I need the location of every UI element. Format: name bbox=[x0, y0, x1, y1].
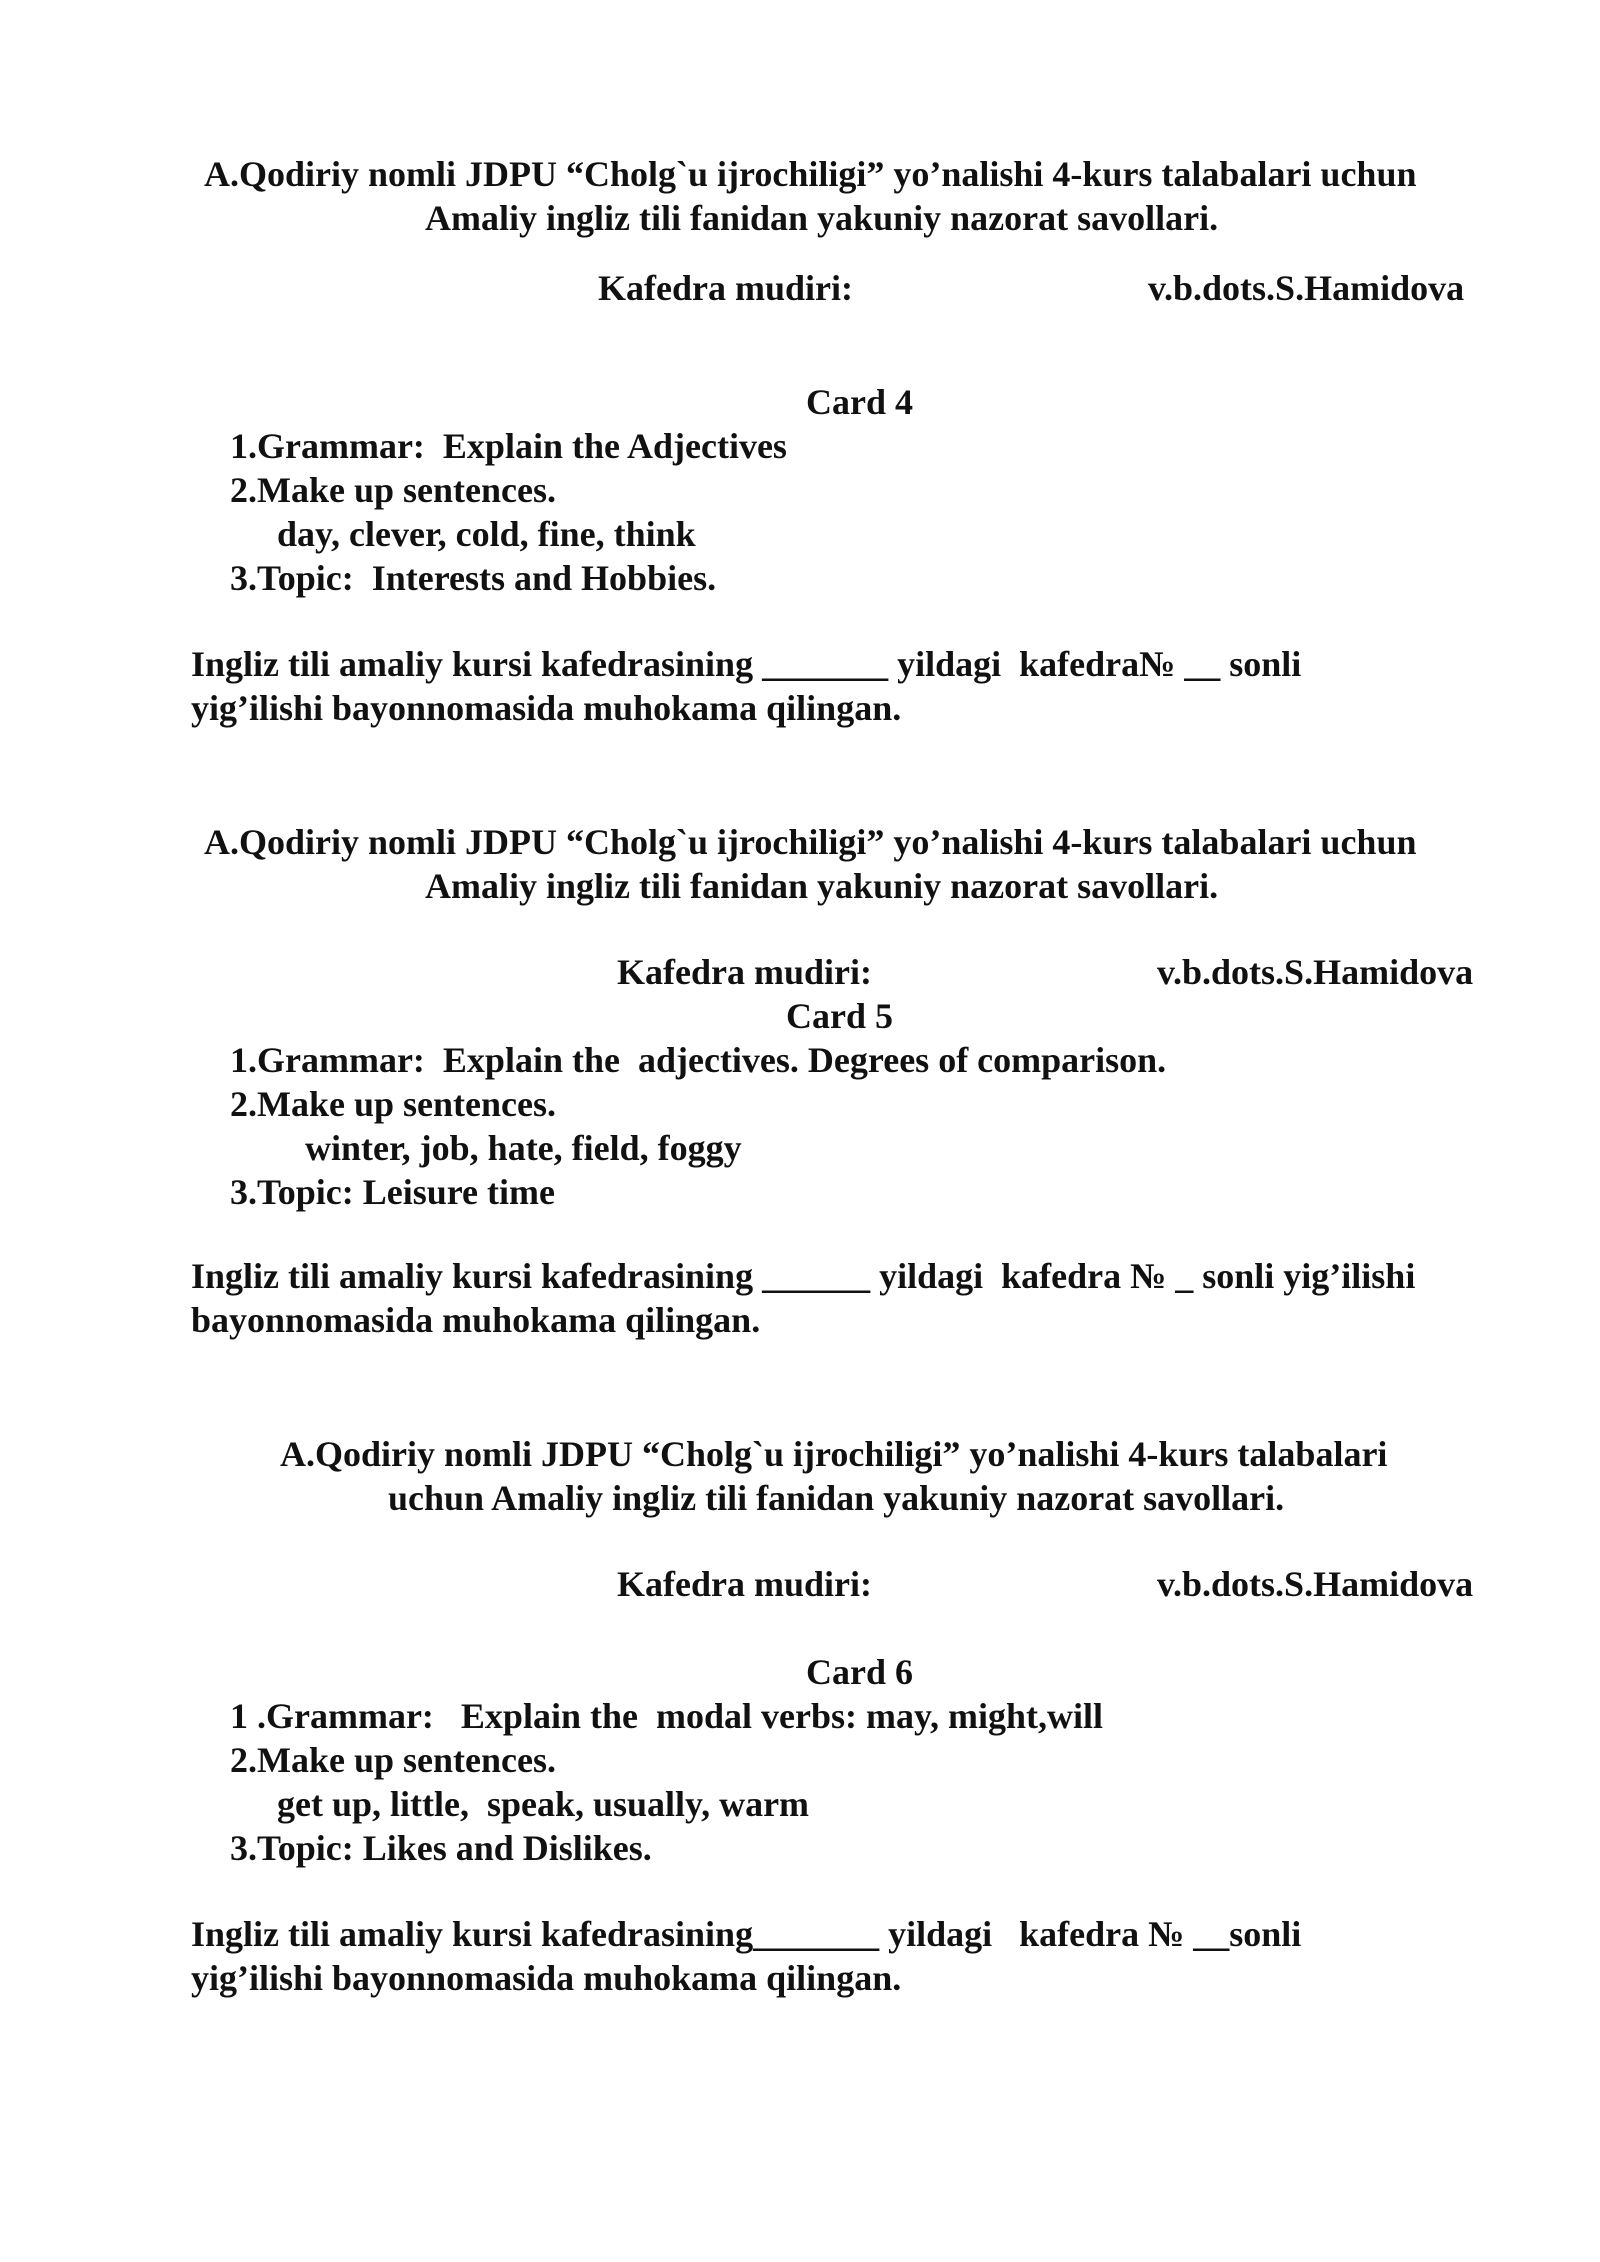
card-4-question-2: 2.Make up sentences. bbox=[230, 470, 556, 510]
card-4-question-3: 3.Topic: Interests and Hobbies. bbox=[230, 558, 717, 598]
card-6-footer-line-1: Ingliz tili amaliy kursi kafedrasining_______ yildagi kafedra № __sonli bbox=[191, 1914, 1302, 1954]
card-6-question-3: 3.Topic: Likes and Dislikes. bbox=[230, 1828, 652, 1868]
card-5-header-line-2: Amaliy ingliz tili fanidan yakuniy nazorat savollari. bbox=[425, 866, 1219, 906]
card-5-question-2: 2.Make up sentences. bbox=[230, 1084, 556, 1124]
card-5-footer-line-1: Ingliz tili amaliy kursi kafedrasining ______ yildagi kafedra № _ sonli yig’ilishi bbox=[191, 1256, 1416, 1296]
card-4-head-label: Kafedra mudiri: bbox=[598, 268, 853, 308]
card-4-words: day, clever, cold, fine, think bbox=[277, 514, 696, 554]
card-4-footer-line-2: yig’ilishi bayonnomasida muhokama qilingan. bbox=[191, 688, 902, 728]
card-6-words: get up, little, speak, usually, warm bbox=[277, 1784, 810, 1824]
card-4-footer-line-1: Ingliz tili amaliy kursi kafedrasining _______ yildagi kafedra№ __ sonli bbox=[191, 644, 1302, 684]
card-6-footer-line-2: yig’ilishi bayonnomasida muhokama qilingan. bbox=[191, 1958, 902, 1998]
card-5-title: Card 5 bbox=[786, 996, 893, 1036]
card-5-head-name: v.b.dots.S.Hamidova bbox=[1157, 952, 1474, 992]
card-6-head-name: v.b.dots.S.Hamidova bbox=[1157, 1564, 1474, 1604]
card-6-title: Card 6 bbox=[806, 1652, 913, 1692]
card-5-header-line-1: A.Qodiriy nomli JDPU “Cholg`u ijrochiligi” yo’nalishi 4-kurs talabalari uchun bbox=[204, 822, 1417, 862]
card-6-header-line-2: uchun Amaliy ingliz tili fanidan yakuniy nazorat savollari. bbox=[388, 1478, 1285, 1518]
card-5-question-1: 1.Grammar: Explain the adjectives. Degrees of comparison. bbox=[230, 1040, 1167, 1080]
card-5-words: winter, job, hate, field, foggy bbox=[305, 1128, 742, 1168]
card-4-question-1: 1.Grammar: Explain the Adjectives bbox=[230, 426, 787, 466]
card-5-question-3: 3.Topic: Leisure time bbox=[230, 1172, 555, 1212]
card-4-title: Card 4 bbox=[806, 382, 913, 422]
card-6-question-1: 1 .Grammar: Explain the modal verbs: may, might,will bbox=[230, 1696, 1103, 1736]
card-4-header-line-2: Amaliy ingliz tili fanidan yakuniy nazorat savollari. bbox=[425, 198, 1219, 238]
card-5-head-label: Kafedra mudiri: bbox=[617, 952, 872, 992]
card-6-question-2: 2.Make up sentences. bbox=[230, 1740, 556, 1780]
card-4-header-line-1: A.Qodiriy nomli JDPU “Cholg`u ijrochiligi” yo’nalishi 4-kurs talabalari uchun bbox=[204, 154, 1417, 194]
card-5-footer-line-2: bayonnomasida muhokama qilingan. bbox=[191, 1300, 761, 1340]
card-6-header-line-1: A.Qodiriy nomli JDPU “Cholg`u ijrochiligi” yo’nalishi 4-kurs talabalari bbox=[280, 1434, 1388, 1474]
card-6-head-label: Kafedra mudiri: bbox=[617, 1564, 872, 1604]
card-4-head-name: v.b.dots.S.Hamidova bbox=[1148, 268, 1465, 308]
